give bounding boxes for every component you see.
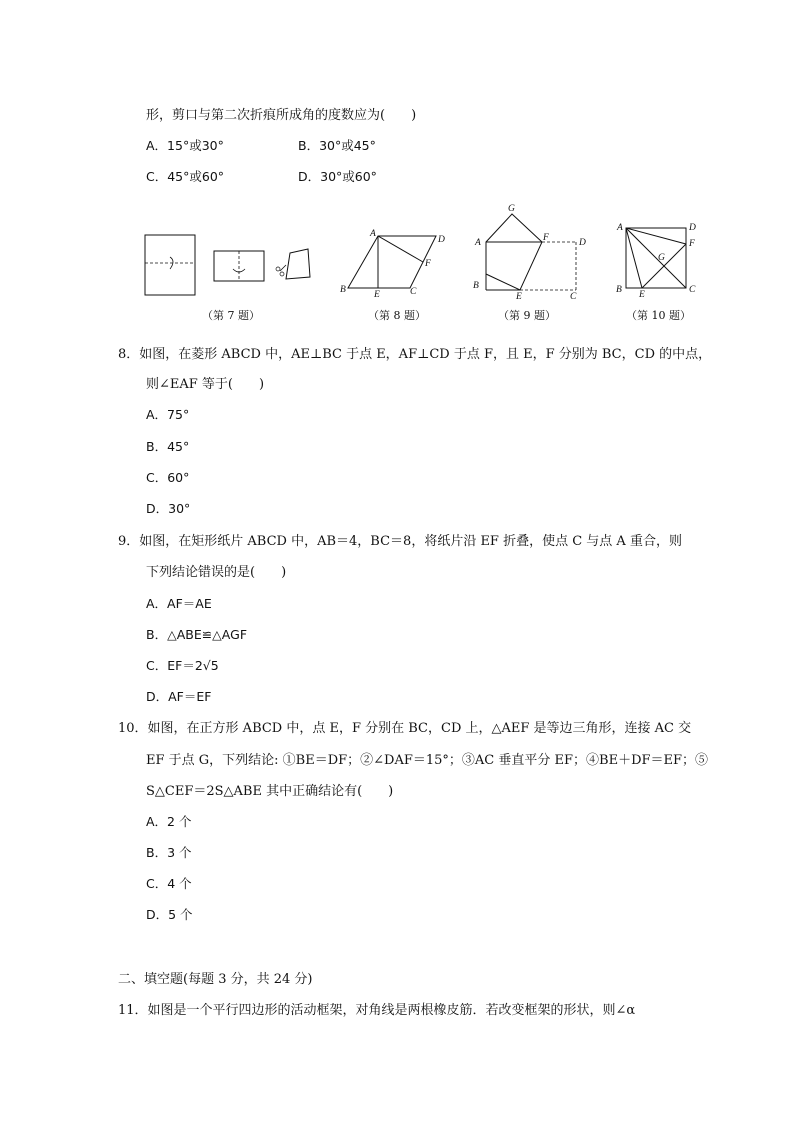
f9-label-f: F <box>543 233 549 243</box>
q10-stem-line1: 10．如图，在正方形 ABCD 中，点 E，F 分别在 BC，CD 上，△AEF 是等边三角形，连接 AC 交 <box>118 721 692 736</box>
q11-stem-line1: 11．如图是一个平行四边形的活动框架，对角线是两根橡皮筋．若改变框架的形状，则∠α <box>118 1003 636 1018</box>
q7-option-c: C．45°或60° <box>146 169 225 184</box>
q7-option-d: D．30°或60° <box>298 169 377 184</box>
f9-label-c: C <box>570 292 577 302</box>
q10-stem-line3: S△CEF＝2S△ABE 其中正确结论有( ) <box>146 784 394 799</box>
f10-label-e: E <box>639 290 645 300</box>
f10-label-d: D <box>689 223 696 233</box>
q8-option-b: B．45° <box>146 439 190 454</box>
f9-label-b: B <box>473 281 479 291</box>
q8-stem-line2: 则∠EAF 等于( ) <box>146 377 265 392</box>
q7-option-b: B．30°或45° <box>298 138 376 153</box>
q8-option-a: A．75° <box>146 407 190 422</box>
f10-label-c: C <box>689 285 696 295</box>
q9-option-d: D．AF＝EF <box>146 689 212 704</box>
figure-9 <box>470 202 590 302</box>
figure-8 <box>340 228 450 298</box>
q7-stem-continuation: 形，剪口与第二次折痕所成角的度数应为( ) <box>146 108 417 123</box>
figure-9-caption: （第 9 题） <box>498 309 556 322</box>
q10-option-c: C．4 个 <box>146 876 192 891</box>
f9-label-g: G <box>508 204 515 214</box>
figure-7 <box>140 225 320 300</box>
f8-label-b: B <box>340 285 346 295</box>
f9-label-e: E <box>516 292 522 302</box>
f10-label-f: F <box>689 239 695 249</box>
figure-10-caption: （第 10 题） <box>626 309 691 322</box>
q7-option-a: A．15°或30° <box>146 138 224 153</box>
figure-7-caption: （第 7 题） <box>202 309 260 322</box>
section-heading-fill-in: 二、填空题(每题 3 分，共 24 分) <box>118 972 313 987</box>
f8-label-e: E <box>374 290 380 300</box>
f8-label-f: F <box>425 259 431 269</box>
f9-label-d: D <box>579 238 586 248</box>
q8-option-c: C．60° <box>146 470 190 485</box>
f10-label-a: A <box>617 223 623 233</box>
f10-label-b: B <box>616 285 622 295</box>
q9-option-c: C．EF＝2√5 <box>146 658 219 673</box>
q8-option-d: D．30° <box>146 501 191 516</box>
f8-label-c: C <box>410 287 417 297</box>
figure-8-caption: （第 8 题） <box>368 309 426 322</box>
f10-label-g: G <box>658 253 665 263</box>
q9-stem-line1: 9．如图，在矩形纸片 ABCD 中，AB＝4，BC＝8，将纸片沿 EF 折叠，使点 C 与点 A 重合，则 <box>118 534 682 549</box>
f8-label-a: A <box>370 229 376 239</box>
q10-option-d: D．5 个 <box>146 907 193 922</box>
q10-option-a: A．2 个 <box>146 814 192 829</box>
f9-label-a: A <box>475 238 481 248</box>
f8-label-d: D <box>438 235 445 245</box>
q9-stem-line2: 下列结论错误的是( ) <box>146 565 287 580</box>
q8-stem-line1: 8．如图，在菱形 ABCD 中，AE⊥BC 于点 E，AF⊥CD 于点 F，且 E，F 分别为 BC，CD 的中点， <box>118 347 712 362</box>
q9-option-b: B．△ABE≌△AGF <box>146 627 248 642</box>
q10-option-b: B．3 个 <box>146 845 192 860</box>
q9-option-a: A．AF＝AE <box>146 596 212 611</box>
q10-stem-line2: EF 于点 G，下列结论: ①BE＝DF；②∠DAF＝15°；③AC 垂直平分 EF；④BE＋DF＝EF；⑤ <box>146 753 709 768</box>
figure-10 <box>612 220 702 298</box>
